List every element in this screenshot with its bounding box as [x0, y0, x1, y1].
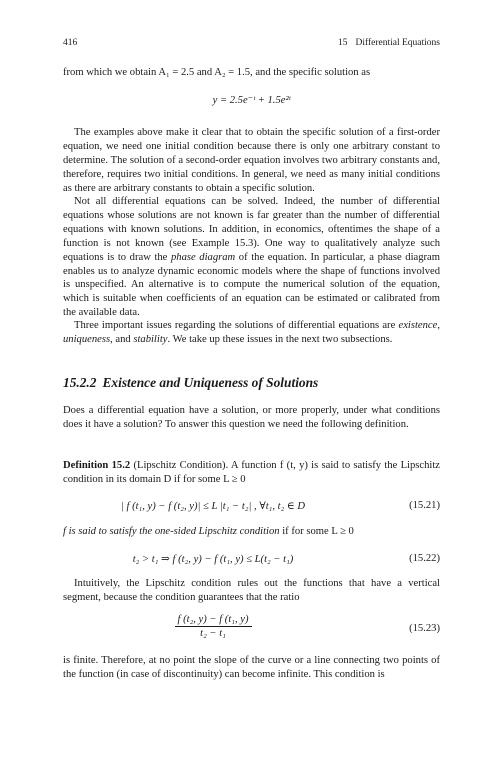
definition-label: Definition 15.2 [63, 460, 131, 471]
section-title: Existence and Uniqueness of Solutions [102, 375, 319, 390]
paragraph-7: Intuitively, the Lipschitz condition rules out the functions that have a vertical segment, because the condition guarantees that the ratio [63, 578, 440, 603]
equation-specific-solution: y = 2.5e⁻ᵗ + 1.5e²ᵗ [212, 95, 291, 106]
term-existence: existence [398, 320, 438, 331]
running-header [63, 38, 440, 48]
chapter-number: 15 [337, 38, 348, 48]
equation-15-23 [63, 614, 440, 648]
definition-block [63, 459, 440, 487]
equation-15-22-body: t₂ > t₁ ⇒ f (t₂, y) − f (t₁, y) ≤ L(t₂ − t₁) [132, 554, 294, 565]
equation-15-22-number: (15.22) [409, 553, 440, 564]
fraction-denominator: t₂ − t₁ [200, 628, 226, 639]
equation-15-23-number: (15.23) [409, 623, 440, 634]
section-heading [63, 375, 318, 391]
p3-text-b: ). One way to qualitatively analyze such equations is to draw the [63, 237, 440, 263]
definition-text: (Lipschitz Condition). A function f (t, y) is said to satisfy the Lipschitz condition in its domain D if for some L ≥ 0 [63, 460, 440, 485]
p6-text-b: if for some L ≥ 0 [279, 526, 354, 537]
example-link[interactable]: 15.3 [234, 237, 254, 249]
p4-sep2: , and [110, 333, 134, 345]
paragraph-2: The examples above make it clear that to obtain the specific solution of a first-order equation, we need one initial condition because there is only one arbitrary constant to determine. The solution of a second-order equation involves two arbitrary constants and, therefore, requires two initial conditions. In general, we need as many initial conditions as there are arbitrary constants to obtain a specific solution. [63, 127, 440, 194]
p4-text-a: Three important issues regarding the solutions of differential equations are [74, 320, 399, 331]
term-stability: stability [133, 333, 168, 345]
equation-15-21-body: | f (t₁, y) − f (t₂, y)| ≤ L |t₁ − t₂| , ∀t₁, t₂ ∈ D [120, 501, 306, 512]
chapter-title: Differential Equations [355, 38, 440, 48]
p3-emphasis: phase diagram [170, 251, 236, 263]
chapter-heading [338, 38, 440, 48]
paragraph-4 [63, 319, 440, 347]
equation-15-21-number: (15.21) [409, 500, 440, 511]
p4-text-b: . We take up these issues in the next two subsections. [167, 333, 393, 345]
p3-text-c: of the equation. In particular, a phase diagram enables us to analyze dynamic economic models where the shape of functions involved is unspecified. An alternative is to compute the numerical solution of the equation, which is suitable when coefficients of an equation can be estimated or calibrated from the available data. [63, 251, 440, 319]
equation-15-23-fraction [63, 614, 363, 639]
paragraph-6 [63, 525, 440, 539]
page-number: 416 [63, 38, 78, 48]
fraction-numerator: f (t₂, y) − f (t₁, y) [175, 614, 252, 627]
one-sided-lipschitz-term: one-sided Lipschitz condition [154, 526, 280, 537]
paragraph-8: is finite. Therefore, at no point the slope of the curve or a line connecting two points of the function (in case of discontinuity) can become infinite. This condition is [63, 655, 440, 680]
p3-text-a: Not all differential equations can be solved. Indeed, the number of differential equations whose solutions are not known is far greater than the number of differential equations with known solutions. In addition, in economics, oftentimes the shape of a function is not known (see Example [63, 196, 440, 249]
p6-text-a: f is said to satisfy the [63, 526, 155, 537]
paragraph-3 [63, 195, 440, 320]
p4-sep1: , [437, 320, 440, 331]
paragraph-5: Does a differential equation have a solution, or more properly, under what conditions does it have a solution? To answer this question we need the following definition. [63, 405, 440, 430]
section-number: 15.2.2 [63, 375, 97, 390]
term-uniqueness: uniqueness [63, 333, 111, 345]
paragraph-1: from which we obtain A₁ = 2.5 and A₂ = 1.5, and the specific solution as [63, 67, 371, 78]
